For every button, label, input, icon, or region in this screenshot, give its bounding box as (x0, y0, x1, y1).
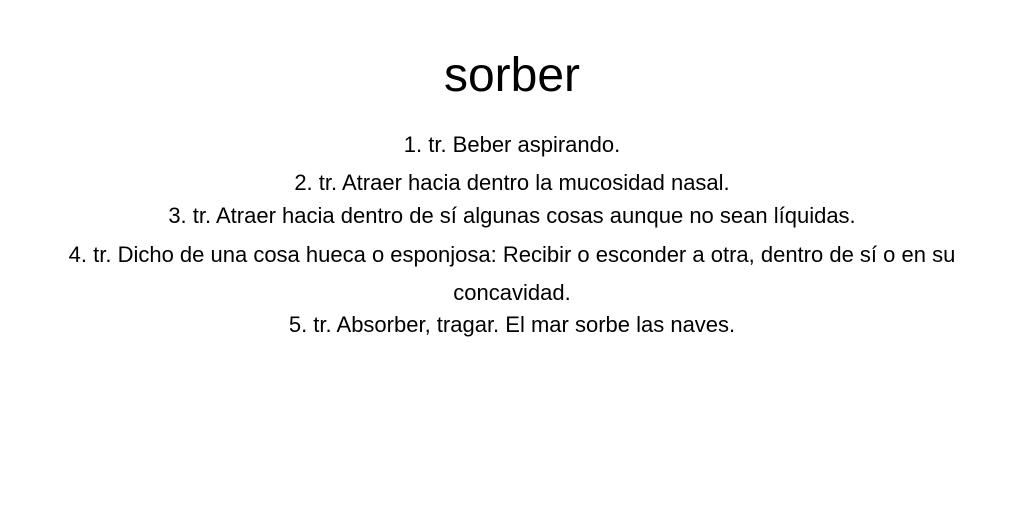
definition-item: 3. tr. Atraer hacia dentro de sí algunas cosas aunque no sean líquidas. (168, 203, 856, 228)
definition-item: 1. tr. Beber aspirando. (403, 132, 621, 157)
headword-title: sorber (443, 49, 581, 102)
definition-item: 5. tr. Absorber, tragar. El mar sorbe las naves. (288, 312, 736, 337)
definition-item: 2. tr. Atraer hacia dentro la mucosidad nasal. (294, 170, 730, 195)
definition-item: 4. tr. Dicho de una cosa hueca o esponjosa: Recibir o esconder a otra, dentro de sí o en su concavidad. (68, 242, 956, 305)
